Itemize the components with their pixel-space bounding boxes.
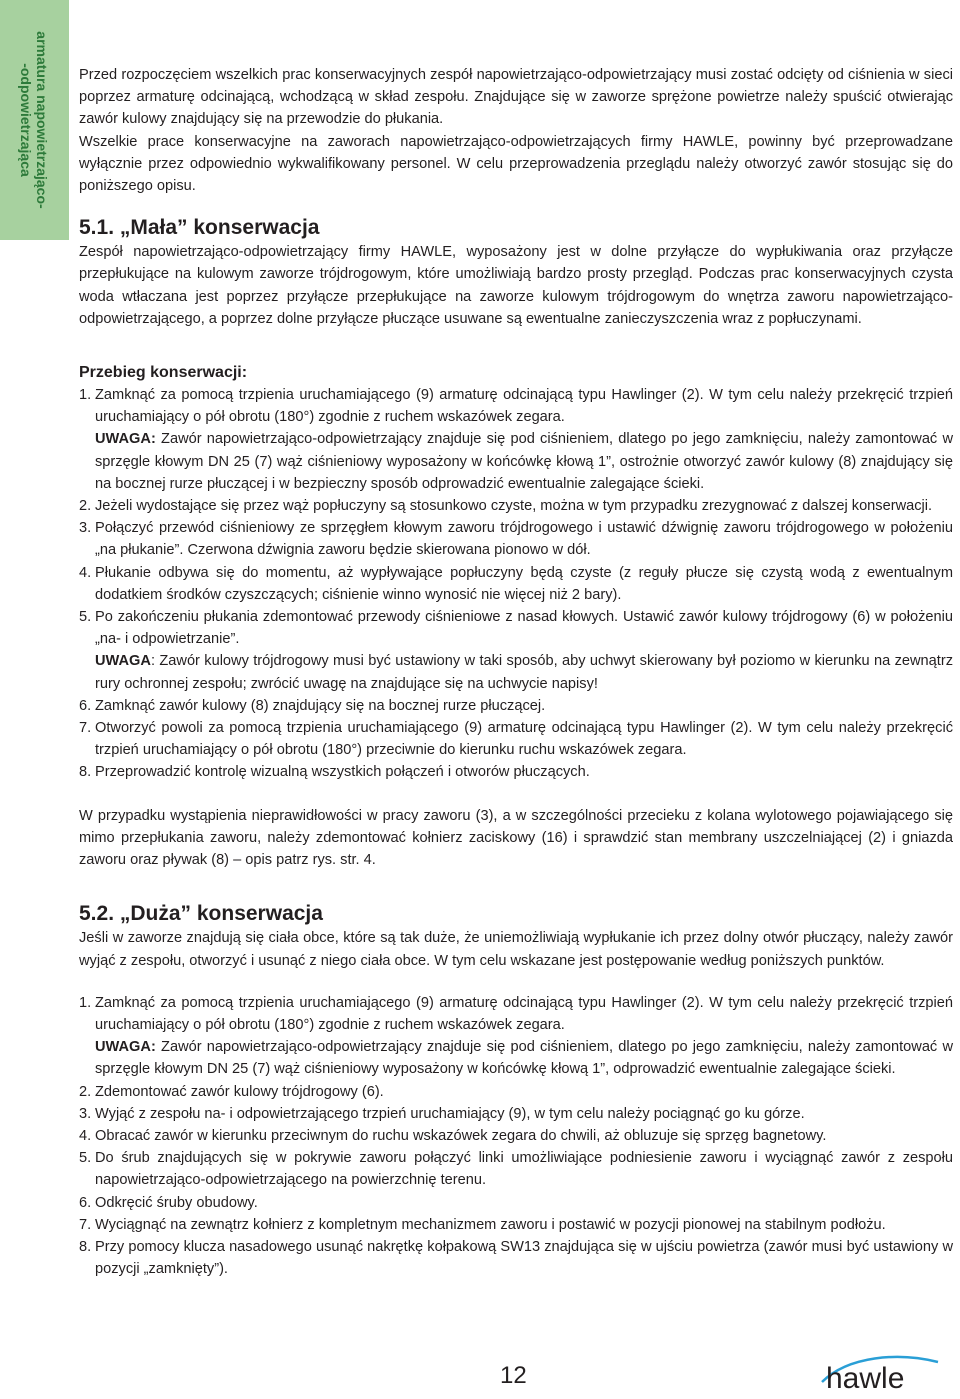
intro-paragraph-2: Wszelkie prace konserwacyjne na zaworach napowietrzająco-odpowietrzających firmy HAWLE, powinny być przeprowadzane wyłącznie przez odpowiednio wykwalifikowany personel. W celu przeprowadzenia przeglądu należy otworzyć zawór stosując się do poniższego opisu. xyxy=(79,133,953,195)
step-number: 4. xyxy=(79,564,92,581)
sidebar-tab xyxy=(0,0,69,240)
section2-steps-list xyxy=(79,992,953,1281)
section1-body: Zespół napowietrzająco-odpowietrzający firmy HAWLE, wyposażony jest w dolne przyłącze do wypłukiwania oraz przyłącze przepłukujące na kulowym zaworze trójdrogowym, które umożliwiają bardzo prosty przegląd. Podczas prac konserwacyjnych czysta woda wtłaczana jest poprzez przyłącze przepłukujące na zaworze kulowym trójdrogowym do wnętrza zaworu napowietrzająco-odpowietrzającego, a poprzez dolne przyłącze płuczące usuwane są ewentualne zanieczyszczenia wraz z popłuczynami. xyxy=(79,244,953,327)
sidebar-label-line2: -odpowietrzająca xyxy=(18,63,34,177)
section1-closing: W przypadku wystąpienia nieprawidłowości w pracy zaworu (3), a w szczególności przecieku z kolana wylotowego pojawiającego się mimo przepłukania zaworu, należy zdemontować kołnierz zaciskowy (16) i sprawdzić stan membrany uszczelniającej (2) i gniazda zaworu oraz pływak (8) – opis patrz rys. str. 4. xyxy=(79,807,953,869)
list-item xyxy=(79,1236,953,1280)
step-number: 6. xyxy=(79,697,92,714)
step-text: Po zakończeniu płukania zdemontować przewody ciśnieniowe z nasad kłowych. Ustawić zawór kulowy trójdrogowy (6) w położeniu „na- i odpowietrzanie”. xyxy=(95,609,953,648)
step-text: Wyjąć z zespołu na- i odpowietrzającego trzpień uruchamiający (9), w tym celu należy pociągnąć go ku górze. xyxy=(95,1105,805,1122)
section-title-large-maintenance: 5.2. „Duża” konserwacja xyxy=(79,902,323,926)
warning-text: Zawór napowietrzająco-odpowietrzający znajduje się pod ciśnieniem, dlatego po jego zamknięciu, należy zamontować w sprzęgle kłowym DN 25 (7) wąż ciśnieniowy wyposażony w końcówkę kłową 1”, odprowadzić ewentualnie zalegające ścieki. xyxy=(95,1039,953,1078)
warning-label: UWAGA xyxy=(95,653,151,670)
procedure-subheading: Przebieg konserwacji: xyxy=(79,364,248,382)
step-text: Płukanie odbywa się do momentu, aż wypływające popłuczyny będą czyste (z reguły płucze się czystą wodą z ewentualnym dodatkiem środków czyszczących; ciśnienie winno wynosić nie więcej niż 2 bary). xyxy=(95,564,953,603)
page-content xyxy=(79,64,953,1280)
list-item xyxy=(79,562,953,606)
step-number: 2. xyxy=(79,498,92,515)
list-item xyxy=(79,1125,953,1147)
step-text: Przy pomocy klucza nasadowego usunąć nakrętkę kołpakową SW13 znajdująca się w ujściu powietrza (zawór musi być ustawiony w pozycji „zamknięty”). xyxy=(95,1238,953,1278)
step-text: Do śrub znajdujących się w pokrywie zaworu połączyć linki umożliwiające podniesienie zaworu i wyciągnąć zawór z zespołu napowietrzająco-odpowietrzającego na powierzchnię terenu. xyxy=(95,1150,953,1189)
step-text: Zdemontować zawór kulowy trójdrogowy (6). xyxy=(95,1083,384,1100)
page-number: 12 xyxy=(500,1362,527,1389)
warning-label: UWAGA: xyxy=(95,1039,156,1056)
list-item xyxy=(79,606,953,695)
list-item xyxy=(79,761,953,783)
step-number: 3. xyxy=(79,520,92,537)
sidebar-label-line1: armatura napowietrzająco- xyxy=(34,31,50,209)
intro-paragraph-1: Przed rozpoczęciem wszelkich prac konserwacyjnych zespół napowietrzająco-odpowietrzający musi zostać odcięty od ciśnienia w sieci poprzez armaturę odcinającą, wchodzącą w skład zespołu. Znajdujące się w zaworze sprężone powietrze należy spuścić otwierając zawór kulowy znajdujący się na przewodzie do płukania. xyxy=(79,67,953,128)
list-item xyxy=(79,717,953,761)
warning-text: Zawór napowietrzająco-odpowietrzający znajduje się pod ciśnieniem, dlatego po jego zamknięciu, należy zamontować w sprzęgle kłowym DN 25 (7) wąż ciśnieniowy wyposażony w końcówkę kłową 1”, ostrożnie otworzyć zawór kulowy (8) znajdujący się na bocznej rurze płuczącej i w bezpieczny sposób odprowadzić ewentualnie zalegające ścieki. xyxy=(95,431,953,492)
step-number: 8. xyxy=(79,1238,92,1255)
step-text: Przeprowadzić kontrolę wizualną wszystkich połączeń i otworów płuczących. xyxy=(95,764,590,781)
list-item xyxy=(79,992,953,1081)
section2-body: Jeśli w zaworze znajdują się ciała obce, które są tak duże, że uniemożliwiają wypłukanie ich przez dolny otwór płuczący, należy zawór wyjąć z zespołu, otworzyć i usunąć z niego ciała obce. W tym celu wskazane jest postępowanie według poniższych punktów. xyxy=(79,930,953,969)
list-item xyxy=(79,1081,953,1103)
step-text: Zamknąć za pomocą trzpienia uruchamiającego (9) armaturę odcinającą typu Hawlinger (2). W tym celu należy przekręcić trzpień uruchamiający o pół obrotu (180°) zgodnie z ruchem wskazówek zegara. xyxy=(95,387,953,426)
warning-label: UWAGA: xyxy=(95,431,156,448)
section-title-small-maintenance: 5.1. „Mała” konserwacja xyxy=(79,216,320,240)
step-text: Odkręcić śruby obudowy. xyxy=(95,1194,258,1211)
warning-note xyxy=(95,1036,953,1080)
step-number: 4. xyxy=(79,1127,92,1144)
hawle-logo xyxy=(818,1352,942,1394)
section1-steps-list xyxy=(79,384,953,784)
step-number: 1. xyxy=(79,387,92,404)
list-item xyxy=(79,1192,953,1214)
step-number: 5. xyxy=(79,609,92,626)
step-number: 5. xyxy=(79,1150,92,1167)
sidebar-label xyxy=(18,0,50,240)
list-item xyxy=(79,1214,953,1236)
step-text: Połączyć przewód ciśnieniowy ze sprzęgłem kłowym zaworu trójdrogowego i ustawić dźwignię zaworu trójdrogowego w położeniu „na płukanie”. Czerwona dźwignia zaworu będzie skierowana pionowo w dół. xyxy=(95,520,953,559)
list-item xyxy=(79,517,953,561)
list-item xyxy=(79,695,953,717)
step-number: 2. xyxy=(79,1083,92,1100)
list-item xyxy=(79,495,953,517)
warning-text: : Zawór kulowy trójdrogowy musi być ustawiony w taki sposób, aby uchwyt skierowany był poziomo w kierunku na zewnątrz rury ochronnej zespołu; zwrócić uwagę na znajdujące się na uchwycie napisy! xyxy=(95,653,953,692)
list-item xyxy=(79,384,953,495)
step-text: Obracać zawór w kierunku przeciwnym do ruchu wskazówek zegara do chwili, aż obluzuje się sprzęg bagnetowy. xyxy=(95,1127,827,1144)
step-number: 6. xyxy=(79,1194,92,1211)
step-number: 7. xyxy=(79,1216,92,1233)
step-number: 7. xyxy=(79,720,92,737)
step-number: 3. xyxy=(79,1105,92,1122)
list-item xyxy=(79,1147,953,1191)
list-item xyxy=(79,1103,953,1125)
warning-note xyxy=(95,428,953,495)
step-text: Wyciągnąć na zewnątrz kołnierz z kompletnym mechanizmem zaworu i postawić w pozycji pionowej na stabilnym podłożu. xyxy=(95,1216,886,1233)
logo-wordmark: hawle xyxy=(826,1362,905,1394)
warning-note xyxy=(95,650,953,694)
step-text: Zamknąć zawór kulowy (8) znajdujący się na bocznej rurze płuczącej. xyxy=(95,697,546,714)
step-number: 8. xyxy=(79,764,92,781)
step-text: Jeżeli wydostające się przez wąż popłuczyny są stosunkowo czyste, można w tym przypadku zrezygnować z dalszej konserwacji. xyxy=(95,498,933,515)
step-number: 1. xyxy=(79,994,92,1011)
step-text: Otworzyć powoli za pomocą trzpienia uruchamiającego (9) armaturę odcinającą typu Hawlinger (2). W tym celu należy przekręcić trzpień uruchamiający o pół obrotu (180°) przeciwnie do kierunku ruchu wskazówek zegara. xyxy=(95,720,953,759)
step-text: Zamknąć za pomocą trzpienia uruchamiającego (9) armaturę odcinającą typu Hawlinger (2). W tym celu należy przekręcić trzpień uruchamiający o pół obrotu (180°) zgodnie z ruchem wskazówek zegara. xyxy=(95,994,953,1033)
